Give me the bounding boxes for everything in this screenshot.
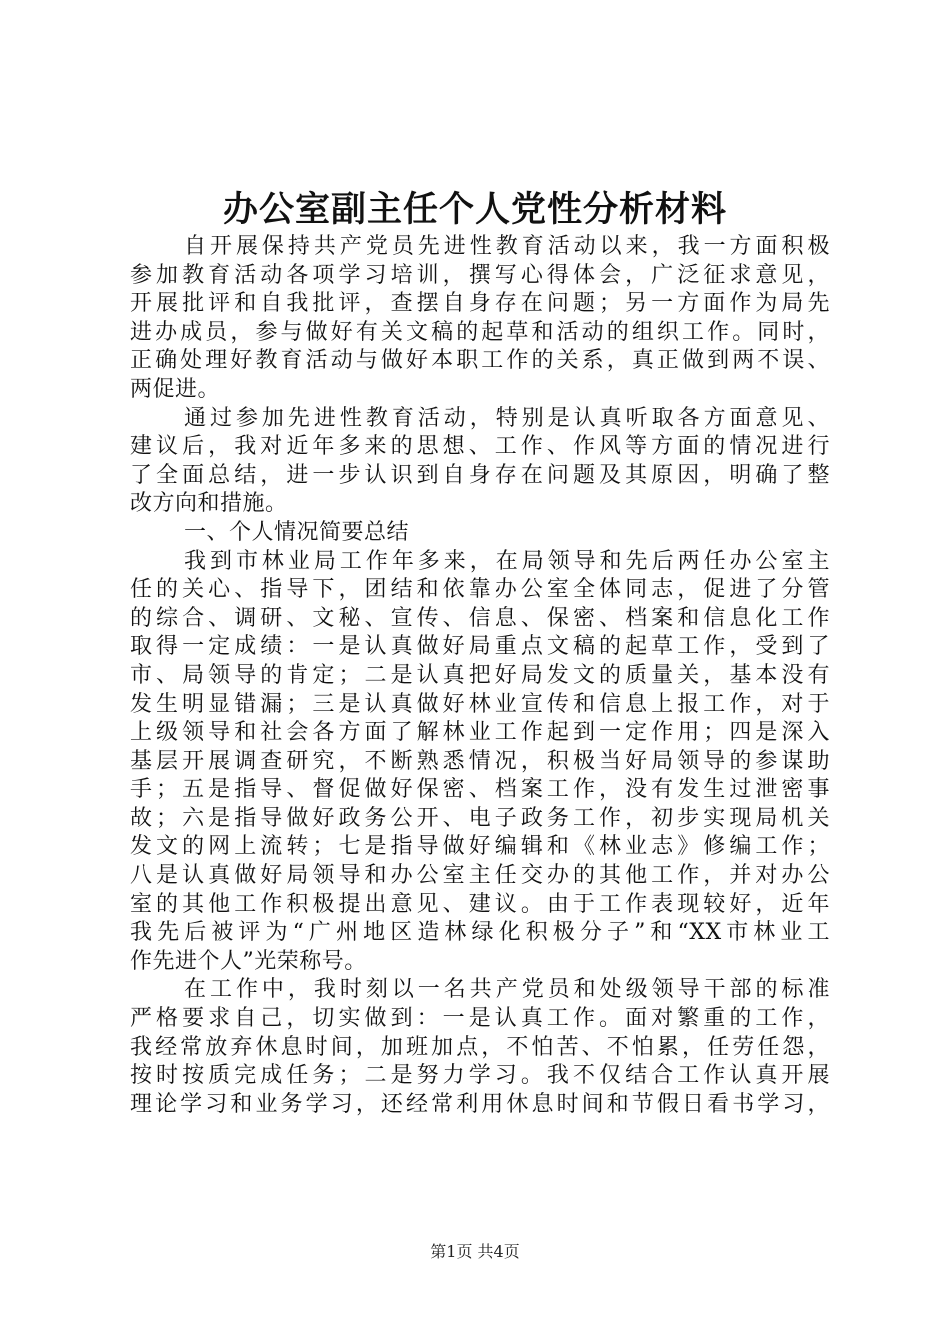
body-text-line: 在工作中，我时刻以一名共产党员和处级领导干部的标准 [184, 977, 830, 1003]
document-body [130, 233, 830, 1119]
body-text-line: 两促进。 [130, 376, 221, 402]
body-text-line: 基层开展调查研究，不断熟悉情况，积极当好局领导的参谋助 [130, 748, 830, 774]
body-text-line: 发生明显错漏；三是认真做好林业宣传和信息上报工作，对于 [130, 691, 830, 717]
body-text-line: 进办成员，参与做好有关文稿的起草和活动的组织工作。同时， [130, 319, 830, 345]
body-text-line: 我到市林业局工作年多来，在局领导和先后两任办公室主 [184, 548, 830, 574]
body-text-line: 了全面总结，进一步认识到自身存在问题及其原因，明确了整 [130, 462, 830, 488]
body-text-line: 取得一定成绩：一是认真做好局重点文稿的起草工作，受到了 [130, 634, 830, 660]
body-text-line: 故；六是指导做好政务公开、电子政务工作，初步实现局机关 [130, 805, 830, 831]
body-text-line: 建议后，我对近年多来的思想、工作、作风等方面的情况进行 [130, 434, 830, 460]
body-text-line: 自开展保持共产党员先进性教育活动以来，我一方面积极 [184, 234, 830, 259]
body-text-line: 严格要求自己，切实做到：一是认真工作。面对繁重的工作， [130, 1006, 830, 1032]
body-text-line: 室的其他工作积极提出意见、建议。由于工作表现较好，近年 [130, 891, 830, 917]
body-text-line: 我先后被评为“广州地区造林绿化积极分子”和“XX市林业工 [130, 920, 830, 946]
body-text-line: 上级领导和社会各方面了解林业工作起到一定作用；四是深入 [130, 720, 830, 746]
body-text-line: 市、局领导的肯定；二是认真把好局发文的质量关，基本没有 [130, 662, 830, 688]
body-text-line: 理论学习和业务学习，还经常利用休息时间和节假日看书学习， [130, 1091, 830, 1117]
body-text-line: 按时按质完成任务；二是努力学习。我不仅结合工作认真开展 [130, 1063, 830, 1089]
body-text-line: 通过参加先进性教育活动，特别是认真听取各方面意见、 [184, 405, 830, 431]
document-title: 办公室副主任个人党性分析材料 [222, 189, 727, 230]
page-footer: 第1页 共4页 [430, 1242, 520, 1261]
body-text-line: 参加教育活动各项学习培训，撰写心得体会，广泛征求意见， [130, 262, 830, 288]
body-text-line: 的综合、调研、文秘、宣传、信息、保密、档案和信息化工作 [130, 605, 830, 631]
body-text-line: 我经常放弃休息时间，加班加点，不怕苦、不怕累，任劳任怨， [130, 1034, 830, 1060]
body-text-line: 手；五是指导、督促做好保密、档案工作，没有发生过泄密事 [130, 777, 830, 803]
body-text-line: 八是认真做好局领导和办公室主任交办的其他工作，并对办公 [130, 863, 830, 889]
body-text-line: 发文的网上流转；七是指导做好编辑和《林业志》修编工作； [130, 834, 830, 860]
body-text-line: 一、个人情况简要总结 [184, 519, 410, 545]
body-text-line: 任的关心、指导下，团结和依靠办公室全体同志，促进了分管 [130, 577, 830, 603]
body-text-line: 开展批评和自我批评，查摆自身存在问题；另一方面作为局先 [130, 291, 830, 317]
body-text-line: 作先进个人”光荣称号。 [130, 948, 367, 974]
body-text-line: 正确处理好教育活动与做好本职工作的关系，真正做到两不误、 [130, 348, 830, 374]
body-text-line: 改方向和措施。 [130, 491, 288, 517]
